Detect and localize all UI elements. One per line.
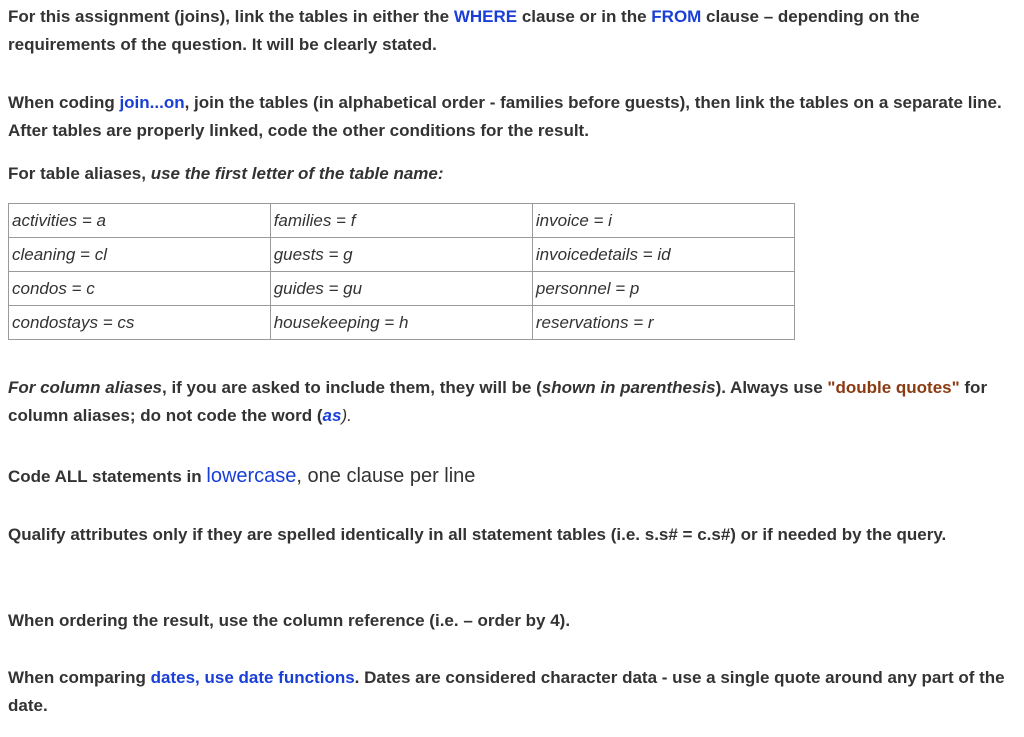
join-on-keyword: join...on: [119, 93, 185, 112]
alias-cell: housekeeping = h: [270, 306, 532, 340]
table-row: [9, 306, 795, 340]
paragraph-qualify: [8, 521, 1008, 549]
alias-cell: reservations = r: [532, 306, 794, 340]
p8-text-1: When comparing: [8, 668, 151, 687]
p4-text-1: , if you are asked to include them, they will be (: [162, 378, 542, 397]
p7-text: When ordering the result, use the column reference (i.e. – order by 4).: [8, 611, 571, 630]
alias-cell: families = f: [270, 204, 532, 238]
p5-text-2: , one clause per line: [296, 465, 476, 487]
table-row: [9, 272, 795, 306]
table-aliases: [8, 203, 795, 340]
paragraph-dates: [8, 664, 1008, 720]
alias-cell: condostays = cs: [9, 306, 271, 340]
p8-text-2: . Dates are considered character data - use a single quote around any part of the date.: [8, 668, 1005, 715]
p6-text: Qualify attributes only if they are spelled identically in all statement tables (i.e. s.s# = c.s#) or if needed by the query.: [8, 525, 947, 544]
table-row: [9, 238, 795, 272]
alias-cell: guests = g: [270, 238, 532, 272]
paragraph-ordering: [8, 607, 1008, 635]
paragraph-table-aliases: [8, 160, 1008, 188]
paragraph-join-location: [8, 3, 1008, 59]
paragraph-column-aliases: [8, 374, 1008, 430]
paragraph-lowercase: [8, 462, 1008, 491]
lowercase-keyword: lowercase: [206, 465, 297, 487]
p4-italic-1: For column aliases: [8, 378, 162, 397]
from-keyword: FROM: [651, 7, 702, 26]
p3-italic: use the first letter of the table name:: [150, 164, 444, 183]
alias-cell: activities = a: [9, 204, 271, 238]
table-row: [9, 204, 795, 238]
as-keyword: as: [322, 406, 342, 425]
alias-cell: guides = gu: [270, 272, 532, 306]
date-functions-keyword: dates, use date functions: [150, 668, 355, 687]
p1-text-3: clause – depending on the requirements of the question. It will be clearly stated.: [8, 7, 920, 54]
paragraph-join-on: [8, 89, 1008, 145]
where-keyword: WHERE: [453, 7, 518, 26]
p4-text-4: ).: [341, 406, 352, 425]
alias-cell: cleaning = cl: [9, 238, 271, 272]
alias-cell: personnel = p: [532, 272, 794, 306]
p2-text-2: , join the tables (in alphabetical order - families before guests), then link the tables on a separate line. After tables are properly linked, code the other conditions for the result.: [8, 93, 1002, 140]
p5-text-1: Code ALL statements in: [8, 467, 207, 486]
alias-cell: invoicedetails = id: [532, 238, 794, 272]
p4-italic-2: shown in parenthesis: [541, 378, 716, 397]
double-quotes-text: "double quotes": [827, 378, 960, 397]
alias-cell: condos = c: [9, 272, 271, 306]
p1-text-2: clause or in the: [517, 7, 652, 26]
p3-text-1: For table aliases,: [8, 164, 151, 183]
p2-text-1: When coding: [8, 93, 120, 112]
p4-text-3: for column aliases; do not code the word (: [8, 378, 988, 425]
p4-text-2: ). Always use: [715, 378, 828, 397]
p1-text-1: For this assignment (joins), link the tables in either the: [8, 7, 454, 26]
alias-cell: invoice = i: [532, 204, 794, 238]
